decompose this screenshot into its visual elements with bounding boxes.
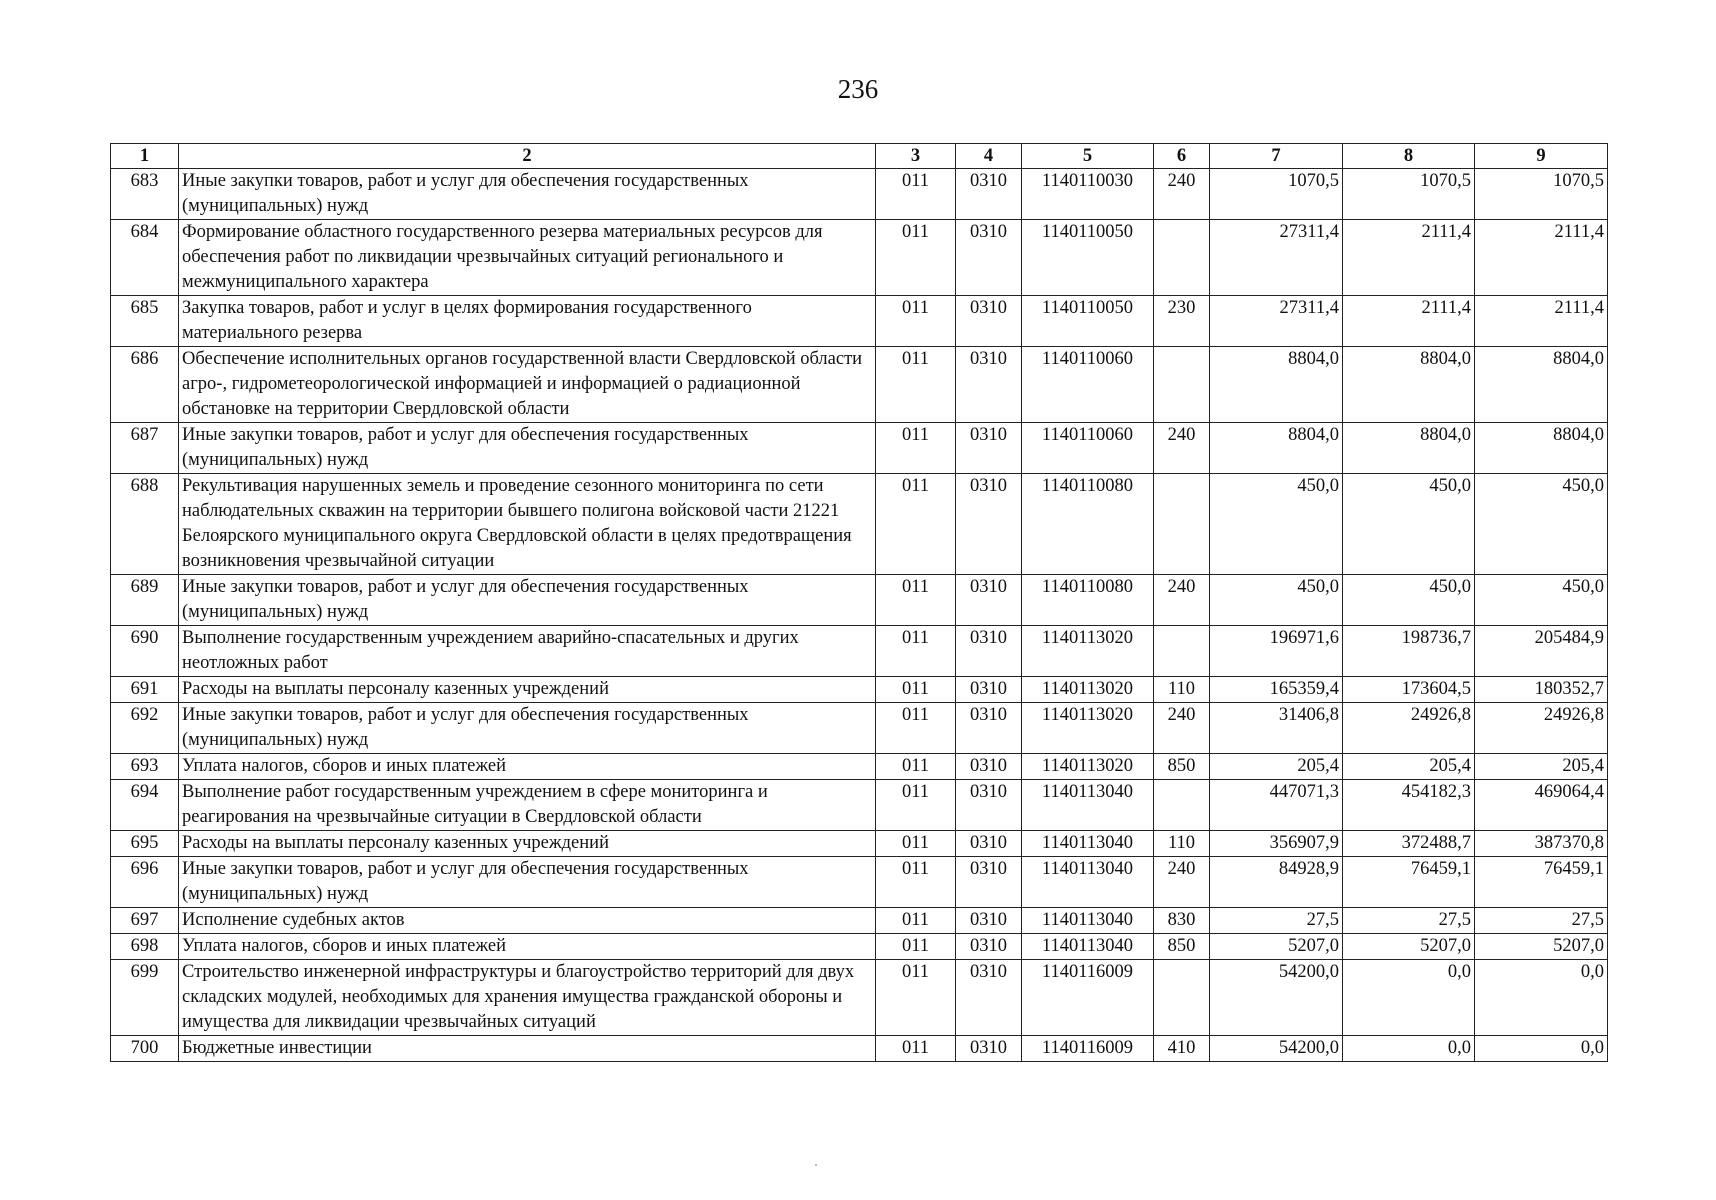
cell-c8: 198736,7 [1343,626,1475,677]
cell-c5: 1140113040 [1022,780,1154,831]
cell-c9: 1070,5 [1475,169,1608,220]
table-row [111,474,1608,575]
cell-c5: 1140113040 [1022,857,1154,908]
table-row [111,575,1608,626]
cell-name: Иные закупки товаров, работ и услуг для обеспечения государственных (муниципальных) нужд [179,169,876,220]
cell-c4: 0310 [956,934,1022,960]
cell-c9: 2111,4 [1475,220,1608,296]
cell-name: Уплата налогов, сборов и иных платежей [179,754,876,780]
cell-c9: 0,0 [1475,1036,1608,1062]
cell-c3: 011 [876,754,956,780]
cell-num: 698 [111,934,179,960]
table-row [111,296,1608,347]
cell-c8: 5207,0 [1343,934,1475,960]
cell-name: Исполнение судебных актов [179,908,876,934]
cell-c6: 850 [1154,934,1210,960]
cell-c6: 110 [1154,831,1210,857]
cell-name: Выполнение государственным учреждением аварийно-спасательных и других неотложных работ [179,626,876,677]
cell-num: 689 [111,575,179,626]
cell-num: 692 [111,703,179,754]
column-header: 3 [876,144,956,169]
cell-c8: 2111,4 [1343,296,1475,347]
cell-num: 685 [111,296,179,347]
cell-c5: 1140110050 [1022,296,1154,347]
cell-num: 690 [111,626,179,677]
cell-c7: 54200,0 [1210,1036,1343,1062]
table-row [111,857,1608,908]
cell-c3: 011 [876,220,956,296]
cell-c4: 0310 [956,575,1022,626]
cell-c3: 011 [876,960,956,1036]
cell-c3: 011 [876,347,956,423]
cell-c4: 0310 [956,423,1022,474]
cell-c8: 454182,3 [1343,780,1475,831]
cell-c3: 011 [876,474,956,575]
cell-c7: 8804,0 [1210,423,1343,474]
cell-num: 693 [111,754,179,780]
cell-c9: 8804,0 [1475,423,1608,474]
cell-c6 [1154,347,1210,423]
cell-c8: 450,0 [1343,575,1475,626]
table-row [111,347,1608,423]
cell-c9: 205,4 [1475,754,1608,780]
cell-c5: 1140113040 [1022,934,1154,960]
cell-c5: 1140110050 [1022,220,1154,296]
cell-c4: 0310 [956,626,1022,677]
cell-num: 683 [111,169,179,220]
cell-c6: 110 [1154,677,1210,703]
cell-num: 699 [111,960,179,1036]
cell-num: 695 [111,831,179,857]
table-row [111,908,1608,934]
cell-num: 694 [111,780,179,831]
cell-c8: 27,5 [1343,908,1475,934]
table-row [111,831,1608,857]
cell-c4: 0310 [956,1036,1022,1062]
cell-c6: 240 [1154,575,1210,626]
cell-c4: 0310 [956,677,1022,703]
cell-c7: 27311,4 [1210,296,1343,347]
cell-c8: 24926,8 [1343,703,1475,754]
cell-c6: 240 [1154,423,1210,474]
column-header: 9 [1475,144,1608,169]
column-header: 4 [956,144,1022,169]
cell-num: 688 [111,474,179,575]
cell-c6: 410 [1154,1036,1210,1062]
cell-c7: 450,0 [1210,575,1343,626]
cell-c4: 0310 [956,754,1022,780]
cell-name: Формирование областного государственного резерва материальных ресурсов для обеспечения работ по ликвидации чрезвычайных ситуаций регионального и межмуниципального характера [179,220,876,296]
table-row [111,1036,1608,1062]
table-body [111,169,1608,1062]
cell-name: Строительство инженерной инфраструктуры и благоустройство территорий для двух складских модулей, необходимых для хранения имущества гражданской обороны и имущества для ликвидации чрезвычайных ситуаций [179,960,876,1036]
cell-c8: 8804,0 [1343,423,1475,474]
cell-c7: 54200,0 [1210,960,1343,1036]
cell-c8: 173604,5 [1343,677,1475,703]
cell-c6 [1154,474,1210,575]
cell-c4: 0310 [956,857,1022,908]
cell-c7: 205,4 [1210,754,1343,780]
cell-c3: 011 [876,626,956,677]
cell-c6: 230 [1154,296,1210,347]
cell-c4: 0310 [956,347,1022,423]
cell-c4: 0310 [956,831,1022,857]
cell-num: 696 [111,857,179,908]
cell-c4: 0310 [956,474,1022,575]
cell-c9: 180352,7 [1475,677,1608,703]
cell-c6 [1154,960,1210,1036]
cell-c9: 76459,1 [1475,857,1608,908]
cell-c8: 2111,4 [1343,220,1475,296]
cell-c4: 0310 [956,780,1022,831]
cell-c5: 1140116009 [1022,960,1154,1036]
cell-c3: 011 [876,703,956,754]
cell-c9: 27,5 [1475,908,1608,934]
cell-c5: 1140110030 [1022,169,1154,220]
cell-c5: 1140110060 [1022,423,1154,474]
table-row [111,423,1608,474]
cell-c9: 450,0 [1475,575,1608,626]
cell-c4: 0310 [956,908,1022,934]
cell-c9: 2111,4 [1475,296,1608,347]
cell-num: 700 [111,1036,179,1062]
cell-c5: 1140113020 [1022,677,1154,703]
column-header: 7 [1210,144,1343,169]
cell-c3: 011 [876,169,956,220]
cell-c7: 196971,6 [1210,626,1343,677]
cell-c6 [1154,626,1210,677]
cell-name: Рекультивация нарушенных земель и проведение сезонного мониторинга по сети наблюдательных скважин на территории бывшего полигона войсковой части 21221 Белоярского муниципального округа Свердловской области в целях предотвращения возникновения чрезвычайной ситуации [179,474,876,575]
cell-c7: 165359,4 [1210,677,1343,703]
cell-c4: 0310 [956,296,1022,347]
cell-name: Иные закупки товаров, работ и услуг для обеспечения государственных (муниципальных) нужд [179,423,876,474]
column-header: 1 [111,144,179,169]
cell-name: Расходы на выплаты персоналу казенных учреждений [179,831,876,857]
cell-num: 684 [111,220,179,296]
table-row [111,780,1608,831]
budget-table [110,143,1608,1062]
cell-c6 [1154,780,1210,831]
table-row [111,934,1608,960]
cell-c9: 24926,8 [1475,703,1608,754]
cell-c6 [1154,220,1210,296]
cell-c6: 830 [1154,908,1210,934]
cell-c5: 1140113020 [1022,626,1154,677]
cell-c5: 1140110080 [1022,474,1154,575]
table-row [111,626,1608,677]
cell-c9: 469064,4 [1475,780,1608,831]
cell-c3: 011 [876,831,956,857]
cell-name: Иные закупки товаров, работ и услуг для обеспечения государственных (муниципальных) нужд [179,703,876,754]
cell-c7: 447071,3 [1210,780,1343,831]
cell-c6: 240 [1154,169,1210,220]
cell-c7: 1070,5 [1210,169,1343,220]
table-row [111,960,1608,1036]
cell-c9: 387370,8 [1475,831,1608,857]
cell-c4: 0310 [956,220,1022,296]
cell-c9: 205484,9 [1475,626,1608,677]
cell-name: Закупка товаров, работ и услуг в целях формирования государственного материального резерва [179,296,876,347]
cell-c7: 450,0 [1210,474,1343,575]
cell-num: 686 [111,347,179,423]
table-row [111,220,1608,296]
cell-c7: 8804,0 [1210,347,1343,423]
table-row [111,677,1608,703]
cell-num: 691 [111,677,179,703]
cell-c3: 011 [876,575,956,626]
table-row [111,169,1608,220]
cell-c9: 0,0 [1475,960,1608,1036]
cell-c8: 0,0 [1343,1036,1475,1062]
cell-c5: 1140113020 [1022,754,1154,780]
cell-c4: 0310 [956,169,1022,220]
cell-name: Обеспечение исполнительных органов государственной власти Свердловской области агро-, гидрометеорологической информацией и информацией о радиационной обстановке на территории Свердловской области [179,347,876,423]
cell-c6: 850 [1154,754,1210,780]
page-number: 236 [837,74,879,104]
cell-c5: 1140110080 [1022,575,1154,626]
cell-c3: 011 [876,908,956,934]
cell-c8: 372488,7 [1343,831,1475,857]
cell-c9: 8804,0 [1475,347,1608,423]
cell-name: Иные закупки товаров, работ и услуг для обеспечения государственных (муниципальных) нужд [179,575,876,626]
cell-c5: 1140113040 [1022,908,1154,934]
cell-c9: 5207,0 [1475,934,1608,960]
cell-c4: 0310 [956,703,1022,754]
cell-num: 697 [111,908,179,934]
cell-c3: 011 [876,780,956,831]
cell-c7: 31406,8 [1210,703,1343,754]
cell-c8: 205,4 [1343,754,1475,780]
cell-c6: 240 [1154,703,1210,754]
cell-name: Выполнение работ государственным учреждением в сфере мониторинга и реагирования на чрезвычайные ситуации в Свердловской области [179,780,876,831]
cell-c7: 356907,9 [1210,831,1343,857]
cell-c5: 1140116009 [1022,1036,1154,1062]
cell-c3: 011 [876,423,956,474]
cell-c5: 1140113020 [1022,703,1154,754]
cell-c3: 011 [876,1036,956,1062]
table-row [111,703,1608,754]
cell-c8: 8804,0 [1343,347,1475,423]
cell-c7: 27,5 [1210,908,1343,934]
cell-c5: 1140113040 [1022,831,1154,857]
cell-c7: 84928,9 [1210,857,1343,908]
cell-num: 687 [111,423,179,474]
cell-c8: 450,0 [1343,474,1475,575]
cell-c7: 5207,0 [1210,934,1343,960]
cell-c8: 1070,5 [1343,169,1475,220]
table-row [111,754,1608,780]
cell-c7: 27311,4 [1210,220,1343,296]
column-header: 8 [1343,144,1475,169]
cell-c3: 011 [876,857,956,908]
column-header: 5 [1022,144,1154,169]
cell-name: Уплата налогов, сборов и иных платежей [179,934,876,960]
cell-c4: 0310 [956,960,1022,1036]
cell-name: Бюджетные инвестиции [179,1036,876,1062]
cell-c3: 011 [876,296,956,347]
cell-c3: 011 [876,677,956,703]
column-header: 6 [1154,144,1210,169]
cell-c8: 0,0 [1343,960,1475,1036]
cell-c3: 011 [876,934,956,960]
cell-c9: 450,0 [1475,474,1608,575]
scan-speck [815,1164,817,1166]
cell-c5: 1140110060 [1022,347,1154,423]
column-header: 2 [179,144,876,169]
cell-name: Расходы на выплаты персоналу казенных учреждений [179,677,876,703]
cell-c6: 240 [1154,857,1210,908]
header-row [111,144,1608,169]
cell-c8: 76459,1 [1343,857,1475,908]
cell-name: Иные закупки товаров, работ и услуг для обеспечения государственных (муниципальных) нужд [179,857,876,908]
